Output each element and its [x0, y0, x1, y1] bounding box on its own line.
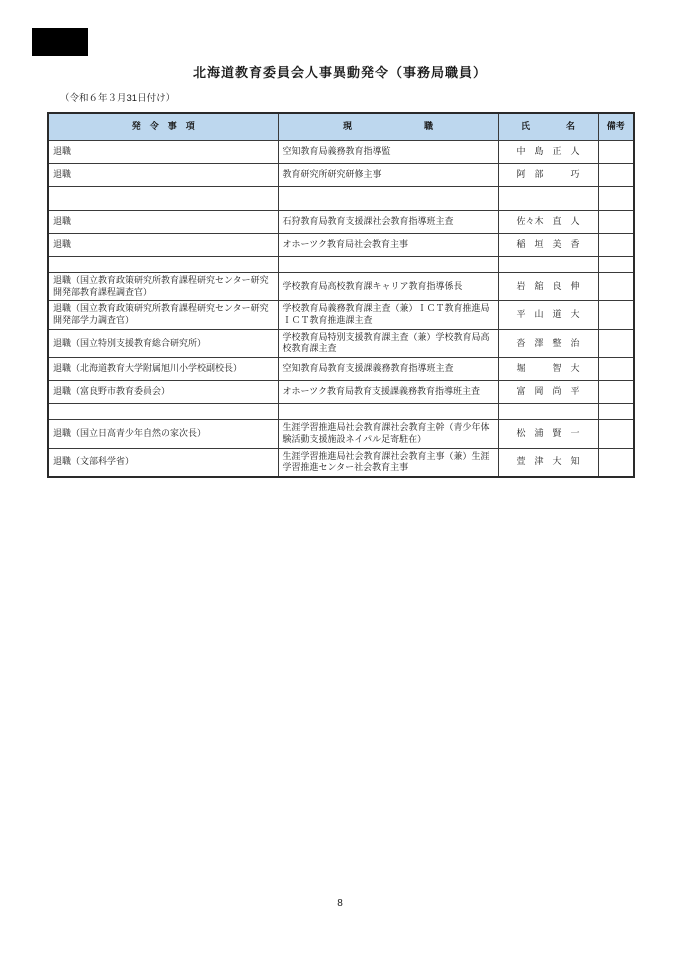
- table-row-blank: [48, 404, 634, 420]
- cell-position: [278, 257, 498, 273]
- cell-name: 富 岡 尚 平: [498, 381, 598, 404]
- cell-item: 退職（北海道教育大学附属旭川小学校副校長）: [48, 358, 278, 381]
- cell-note: [598, 329, 634, 357]
- cell-note: [598, 273, 634, 301]
- cell-note: [598, 420, 634, 448]
- cell-note: [598, 187, 634, 211]
- table-row: [48, 329, 634, 357]
- table-header: [48, 113, 634, 141]
- header-name: 氏 名: [498, 113, 598, 141]
- cell-name: 佐々木 直 人: [498, 211, 598, 234]
- cell-position: 学校教育局義務教育課主査（兼）ＩＣＴ教育推進局ＩＣＴ教育推進課主査: [278, 301, 498, 329]
- cell-name: [498, 404, 598, 420]
- cell-position: [278, 404, 498, 420]
- table-row: [48, 141, 634, 164]
- cell-note: [598, 404, 634, 420]
- cell-name: 堀 智 大: [498, 358, 598, 381]
- table-row: [48, 234, 634, 257]
- cell-note: [598, 141, 634, 164]
- table-row: [48, 448, 634, 477]
- cell-item: 退職（国立特別支援教育総合研究所）: [48, 329, 278, 357]
- table-row: [48, 358, 634, 381]
- cell-name: [498, 187, 598, 211]
- cell-position: 生涯学習推進局社会教育課社会教育主事（兼）生涯学習推進センター社会教育主事: [278, 448, 498, 477]
- cell-note: [598, 164, 634, 187]
- table-row: [48, 211, 634, 234]
- table-row: [48, 164, 634, 187]
- cell-position: オホーツク教育局社会教育主事: [278, 234, 498, 257]
- cell-item: 退職（国立日高青少年自然の家次長）: [48, 420, 278, 448]
- table-row: [48, 273, 634, 301]
- cell-position: 生涯学習推進局社会教育課社会教育主幹（青少年体験活動支援施設ネイパル足寄駐在）: [278, 420, 498, 448]
- cell-item: [48, 257, 278, 273]
- cell-note: [598, 257, 634, 273]
- cell-name: 萱 津 大 知: [498, 448, 598, 477]
- cell-item: [48, 404, 278, 420]
- cell-position: 空知教育局義務教育指導監: [278, 141, 498, 164]
- table-row: [48, 381, 634, 404]
- cell-note: [598, 381, 634, 404]
- cell-name: 阿 部 巧: [498, 164, 598, 187]
- cell-name: 平 山 道 大: [498, 301, 598, 329]
- page-title: 北海道教育委員会人事異動発令（事務局職員）: [192, 65, 487, 80]
- cell-item: [48, 187, 278, 211]
- cell-note: [598, 301, 634, 329]
- cell-item: 退職（文部科学省）: [48, 448, 278, 477]
- cell-position: 石狩教育局教育支援課社会教育指導班主査: [278, 211, 498, 234]
- cell-position: 学校教育局高校教育課キャリア教育指導係長: [278, 273, 498, 301]
- cell-position: 教育研究所研究研修主事: [278, 164, 498, 187]
- table-row: [48, 420, 634, 448]
- cell-item: 退職: [48, 234, 278, 257]
- table-row-blank: [48, 187, 634, 211]
- cell-item: 退職（富良野市教育委員会）: [48, 381, 278, 404]
- cell-position: [278, 187, 498, 211]
- cell-name: 岩 舘 良 伸: [498, 273, 598, 301]
- cell-name: 沓 澤 整 治: [498, 329, 598, 357]
- date-note: （令和６年３月31日付け）: [60, 93, 176, 104]
- cell-item: 退職: [48, 164, 278, 187]
- header-row: [48, 113, 634, 141]
- cell-note: [598, 448, 634, 477]
- header-current-position: 現 職: [278, 113, 498, 141]
- cell-item: 退職: [48, 211, 278, 234]
- table-row: [48, 301, 634, 329]
- header-item: 発 令 事 項: [48, 113, 278, 141]
- cell-note: [598, 358, 634, 381]
- transfer-table-body: [48, 141, 634, 477]
- personnel-transfer-table: [47, 112, 635, 478]
- cell-name: 松 浦 賢 一: [498, 420, 598, 448]
- page-number: 8: [337, 898, 343, 909]
- cell-item: 退職（国立教育政策研究所教育課程研究センター研究開発部教育課程調査官）: [48, 273, 278, 301]
- redaction-box: [32, 28, 88, 56]
- cell-position: 空知教育局教育支援課義務教育指導班主査: [278, 358, 498, 381]
- cell-name: 稲 垣 美 香: [498, 234, 598, 257]
- table-row-blank: [48, 257, 634, 273]
- cell-note: [598, 211, 634, 234]
- cell-name: [498, 257, 598, 273]
- cell-note: [598, 234, 634, 257]
- cell-item: 退職: [48, 141, 278, 164]
- cell-item: 退職（国立教育政策研究所教育課程研究センター研究開発部学力調査官）: [48, 301, 278, 329]
- cell-name: 中 島 正 人: [498, 141, 598, 164]
- header-note: 備考: [598, 113, 634, 141]
- cell-position: 学校教育局特別支援教育課主査（兼）学校教育局高校教育課主査: [278, 329, 498, 357]
- cell-position: オホーツク教育局教育支援課義務教育指導班主査: [278, 381, 498, 404]
